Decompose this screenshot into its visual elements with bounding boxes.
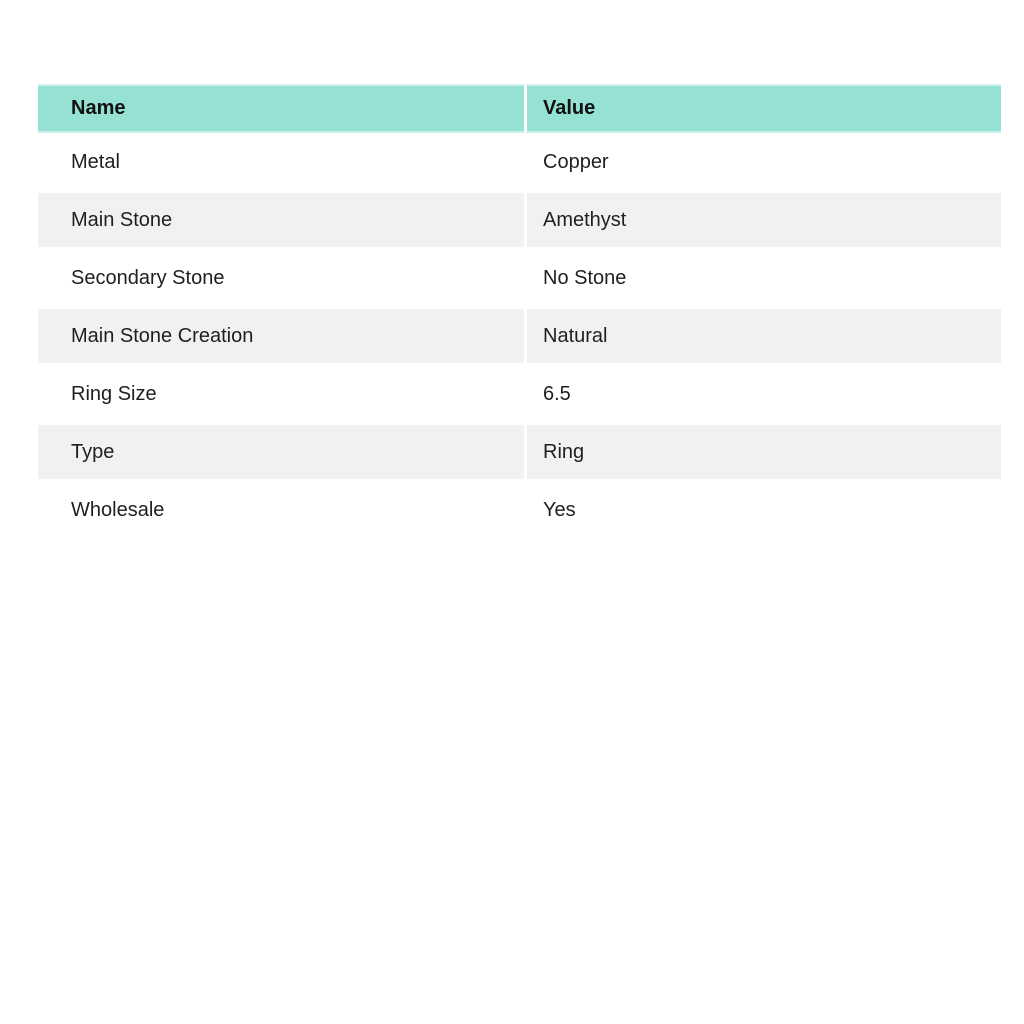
table-header-row <box>38 84 1001 133</box>
attributes-table-container <box>38 84 1001 539</box>
table-row <box>38 249 1001 307</box>
attribute-name-cell: Secondary Stone <box>38 249 524 307</box>
table-body <box>38 133 1001 539</box>
table-row <box>38 133 1001 191</box>
attribute-value-cell: Natural <box>524 307 1001 365</box>
attribute-name-cell: Metal <box>38 133 524 191</box>
table-row <box>38 423 1001 481</box>
attribute-value-cell: Amethyst <box>524 191 1001 249</box>
attribute-value-cell: Ring <box>524 423 1001 481</box>
column-header-name: Name <box>38 84 524 133</box>
column-header-value: Value <box>524 84 1001 133</box>
attribute-name-cell: Main Stone Creation <box>38 307 524 365</box>
table-row <box>38 307 1001 365</box>
table-row <box>38 365 1001 423</box>
attribute-value-cell: 6.5 <box>524 365 1001 423</box>
attribute-name-cell: Type <box>38 423 524 481</box>
table-row <box>38 481 1001 539</box>
attributes-table <box>38 84 1001 539</box>
attribute-name-cell: Wholesale <box>38 481 524 539</box>
attribute-name-cell: Main Stone <box>38 191 524 249</box>
table-row <box>38 191 1001 249</box>
attribute-value-cell: No Stone <box>524 249 1001 307</box>
attribute-name-cell: Ring Size <box>38 365 524 423</box>
attribute-value-cell: Copper <box>524 133 1001 191</box>
attribute-value-cell: Yes <box>524 481 1001 539</box>
